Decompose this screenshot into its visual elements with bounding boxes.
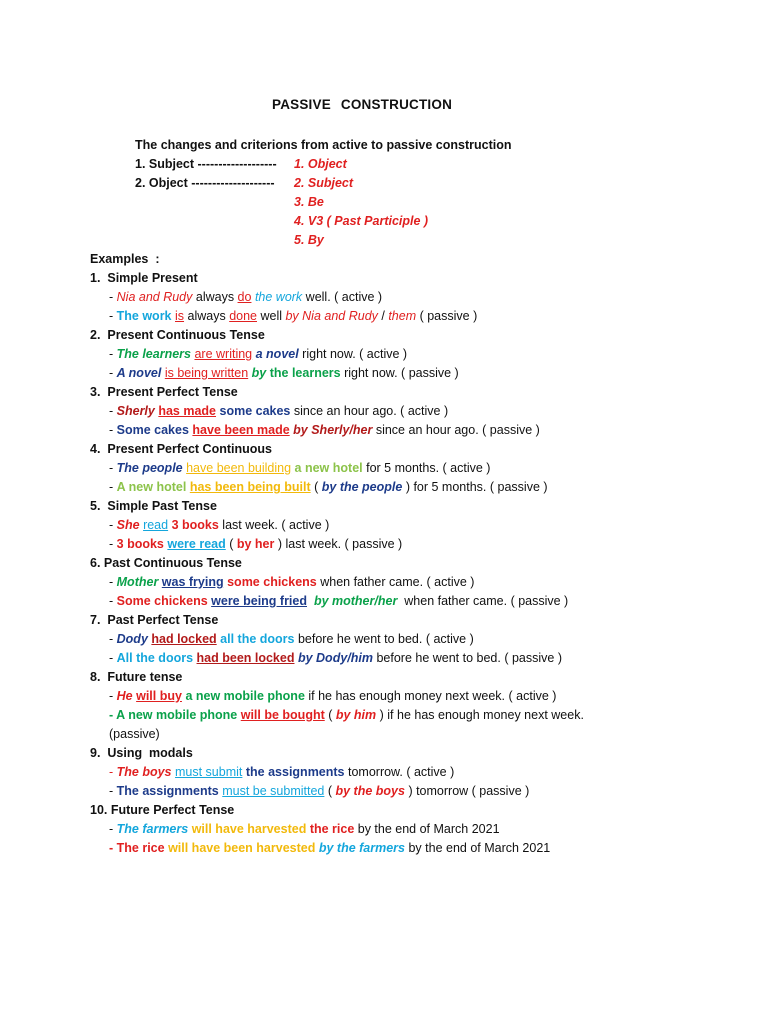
text-segment: -: [109, 822, 117, 836]
example-line: [109, 574, 474, 590]
text-segment: ) tomorrow ( passive ): [404, 784, 530, 798]
text-segment: ) last week. ( passive ): [274, 537, 403, 551]
text-segment: 3 books: [116, 537, 164, 551]
text-segment: -: [109, 423, 117, 437]
text-segment: 3. Present Perfect Tense: [90, 385, 238, 399]
example-heading: [90, 669, 182, 685]
text-segment: 2. Present Continuous Tense: [90, 328, 265, 342]
example-line: [109, 346, 407, 362]
text-segment: 8. Future tense: [90, 670, 183, 684]
text-segment: before he went to bed. ( passive ): [372, 651, 562, 665]
text-segment: 10. Future Perfect Tense: [90, 803, 235, 817]
text-segment: 6. Past Continuous Tense: [90, 556, 242, 570]
text-segment: well: [257, 309, 286, 323]
example-line: [109, 517, 329, 533]
text-segment: do: [237, 290, 252, 304]
text-segment: The assignments: [116, 784, 219, 798]
text-segment: -: [109, 480, 117, 494]
example-line: [109, 479, 548, 495]
text-segment: 5. Simple Past Tense: [90, 499, 217, 513]
example-line: [109, 631, 474, 647]
text-segment: Mother: [116, 575, 159, 589]
text-segment: Nia and Rudy: [116, 290, 193, 304]
text-segment: are writing: [194, 347, 253, 361]
example-heading: [90, 384, 238, 400]
text-segment: if he has enough money next week. ( active ): [304, 689, 557, 703]
text-segment: -: [109, 632, 117, 646]
text-segment: always: [192, 290, 238, 304]
text-segment: has made: [158, 404, 217, 418]
text-segment: done: [229, 309, 257, 323]
text-segment: The learners: [116, 347, 191, 361]
text-segment: some cakes: [219, 404, 291, 418]
text-segment: (: [225, 537, 237, 551]
text-segment: -: [109, 651, 117, 665]
example-line: [109, 403, 448, 419]
text-segment: tomorrow. ( active ): [344, 765, 455, 779]
example-line: [109, 650, 562, 666]
criteria-right-1: 1. Object: [294, 157, 347, 171]
text-segment: have been building: [186, 461, 292, 475]
text-segment: - The rice: [109, 841, 165, 855]
text-segment: 1. Simple Present: [90, 271, 198, 285]
example-line: [109, 422, 540, 438]
example-line: [109, 688, 556, 704]
text-segment: by the people: [321, 480, 403, 494]
text-segment: Some cakes: [116, 423, 189, 437]
text-segment: the work: [254, 290, 303, 304]
text-segment: A new hotel: [116, 480, 187, 494]
text-segment: She: [116, 518, 140, 532]
text-segment: A novel: [116, 366, 162, 380]
text-segment: Sherly: [116, 404, 155, 418]
example-heading: [90, 612, 218, 628]
text-segment: always: [184, 309, 230, 323]
text-segment: the assignments: [245, 765, 345, 779]
text-segment: for 5 months. ( active ): [362, 461, 491, 475]
example-heading: [90, 555, 242, 571]
example-line: [109, 726, 160, 742]
text-segment: (passive): [109, 727, 160, 741]
example-heading: [90, 498, 217, 514]
text-segment: by him: [335, 708, 377, 722]
text-segment: by Nia and Rudy: [285, 309, 378, 323]
text-segment: -: [109, 309, 117, 323]
example-heading: [90, 745, 193, 761]
text-segment: -: [109, 290, 117, 304]
text-segment: since an hour ago. ( passive ): [372, 423, 540, 437]
example-heading: [90, 441, 272, 457]
text-segment: (: [310, 480, 322, 494]
text-segment: Dody: [116, 632, 148, 646]
text-segment: The farmers: [116, 822, 189, 836]
example-line: [109, 308, 477, 324]
text-segment: read: [143, 518, 169, 532]
example-line: [109, 840, 550, 856]
text-segment: had locked: [151, 632, 217, 646]
text-segment: were being fried: [211, 594, 307, 608]
text-segment: were read: [167, 537, 226, 551]
text-segment: ) for 5 months. ( passive ): [402, 480, 548, 494]
criteria-right-5: 5. By: [294, 233, 324, 247]
text-segment: the rice: [309, 822, 355, 836]
text-segment: [307, 594, 314, 608]
text-segment: by: [251, 366, 267, 380]
text-segment: will have been harvested: [168, 841, 316, 855]
text-segment: The people: [116, 461, 183, 475]
text-segment: by the end of March 2021: [405, 841, 551, 855]
text-segment: by Sherly/her: [293, 423, 373, 437]
text-segment: all the doors: [220, 632, 295, 646]
text-segment: was frying: [161, 575, 224, 589]
text-segment: -: [109, 765, 117, 779]
text-segment: since an hour ago. ( active ): [290, 404, 449, 418]
example-line: [109, 536, 402, 552]
example-line: [109, 821, 500, 837]
text-segment: some chickens: [227, 575, 317, 589]
page-title: PASSIVE CONSTRUCTION: [272, 97, 453, 112]
text-segment: The work: [116, 309, 172, 323]
text-segment: must be submitted: [222, 784, 325, 798]
text-segment: 3 books: [171, 518, 219, 532]
example-line: [109, 593, 568, 609]
text-segment: had been locked: [196, 651, 295, 665]
text-segment: 7. Past Perfect Tense: [90, 613, 219, 627]
text-segment: -: [109, 594, 117, 608]
text-segment: them: [388, 309, 417, 323]
text-segment: a novel: [255, 347, 299, 361]
text-segment: the learners: [266, 366, 341, 380]
example-heading: [90, 270, 198, 286]
text-segment: will buy: [136, 689, 182, 703]
text-segment: All the doors: [116, 651, 194, 665]
text-segment: -: [109, 366, 117, 380]
text-segment: -: [109, 537, 117, 551]
text-segment: -: [109, 575, 117, 589]
text-segment: - A new mobile phone: [109, 708, 238, 722]
example-line: [109, 783, 529, 799]
text-segment: will have harvested: [191, 822, 307, 836]
text-segment: before he went to bed. ( active ): [294, 632, 474, 646]
text-segment: by mother/her: [313, 594, 398, 608]
criteria-right-4: 4. V3 ( Past Participle ): [294, 214, 429, 228]
example-heading: [90, 327, 265, 343]
text-segment: is being written: [164, 366, 249, 380]
text-segment: ( passive ): [416, 309, 478, 323]
example-heading: [90, 802, 234, 818]
example-line: [109, 764, 454, 780]
text-segment: -: [109, 689, 117, 703]
text-segment: by the farmers: [318, 841, 405, 855]
text-segment: by the boys: [335, 784, 405, 798]
text-segment: well. ( active ): [302, 290, 383, 304]
text-segment: a new mobile phone: [185, 689, 305, 703]
examples-label: Examples :: [90, 252, 160, 266]
text-segment: 4. Present Perfect Continuous: [90, 442, 272, 456]
text-segment: when father came. ( active ): [316, 575, 475, 589]
text-segment: by Dody/him: [297, 651, 373, 665]
text-segment: when father came. ( passive ): [397, 594, 569, 608]
text-segment: The boys: [116, 765, 172, 779]
example-line: [109, 707, 584, 723]
text-segment: -: [109, 347, 117, 361]
text-segment: (: [324, 784, 336, 798]
example-line: [109, 365, 459, 381]
text-segment: -: [109, 404, 117, 418]
criteria-right-3: 3. Be: [294, 195, 324, 209]
criteria-heading: The changes and criterions from active to passive construction: [135, 138, 512, 152]
example-line: [109, 460, 490, 476]
text-segment: ) if he has enough money next week.: [376, 708, 584, 722]
text-segment: right now. ( passive ): [340, 366, 459, 380]
text-segment: 9. Using modals: [90, 746, 193, 760]
criteria-left-2: 2. Object --------------------: [135, 176, 275, 190]
text-segment: Some chickens: [116, 594, 208, 608]
text-segment: /: [377, 309, 389, 323]
text-segment: has been being built: [189, 480, 311, 494]
text-segment: by her: [236, 537, 275, 551]
text-segment: by the end of March 2021: [354, 822, 500, 836]
text-segment: He: [116, 689, 133, 703]
text-segment: -: [109, 518, 117, 532]
text-segment: is: [175, 309, 185, 323]
text-segment: last week. ( active ): [218, 518, 330, 532]
text-segment: must submit: [175, 765, 243, 779]
text-segment: -: [109, 784, 117, 798]
text-segment: a new hotel: [294, 461, 363, 475]
text-segment: have been made: [192, 423, 290, 437]
example-line: [109, 289, 382, 305]
text-segment: right now. ( active ): [298, 347, 408, 361]
text-segment: -: [109, 461, 117, 475]
text-segment: will be bought: [240, 708, 325, 722]
criteria-left-1: 1. Subject -------------------: [135, 157, 277, 171]
text-segment: (: [324, 708, 336, 722]
criteria-right-2: 2. Subject: [294, 176, 354, 190]
